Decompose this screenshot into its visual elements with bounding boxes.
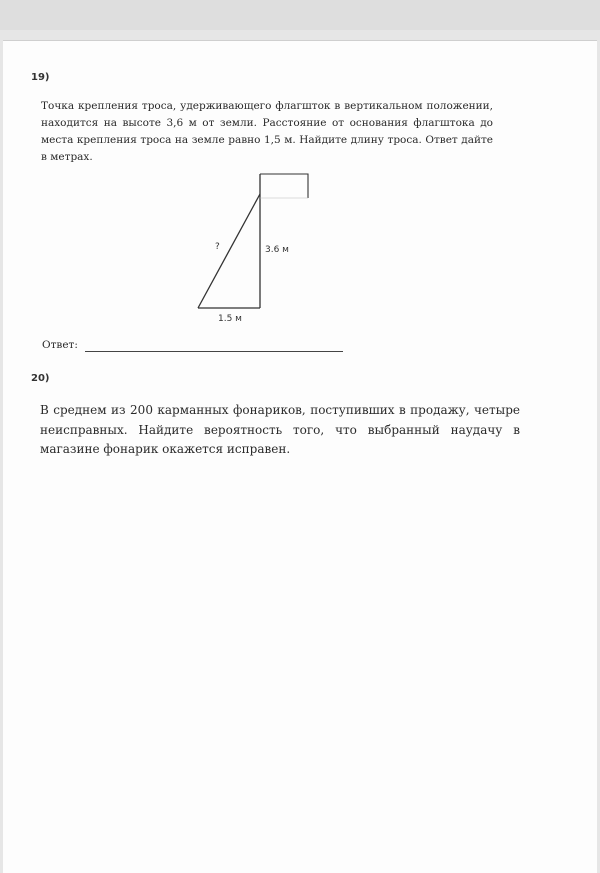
height-label: 3.6 м bbox=[265, 245, 289, 255]
worksheet-page bbox=[3, 40, 597, 873]
answer-input-line[interactable] bbox=[85, 351, 343, 352]
answer-label: Ответ: bbox=[42, 339, 78, 351]
flag-outline bbox=[260, 174, 308, 198]
base-distance-label: 1.5 м bbox=[218, 314, 242, 324]
cable-line bbox=[198, 194, 260, 308]
question-20-number: 20) bbox=[31, 373, 50, 384]
question-19-number: 19) bbox=[31, 72, 50, 83]
cable-length-label: ? bbox=[215, 242, 220, 252]
browser-top-bar bbox=[0, 0, 600, 30]
question-20-text: В среднем из 200 карманных фонариков, поступивших в продажу, четыре неисправных. Найдите вероятность того, что выбранный наудачу в магазине фонарик окажется исправен. bbox=[40, 403, 520, 456]
flagpole-diagram bbox=[188, 166, 318, 326]
question-19-text: Точка крепления троса, удерживающего флагшток в вертикальном положении, находится на высоте 3,6 м от земли. Расстояние от основания флагштока до места крепления троса на земле равно 1,5 м. Найдите длину троса. Ответ дайте в метрах. bbox=[41, 100, 493, 163]
